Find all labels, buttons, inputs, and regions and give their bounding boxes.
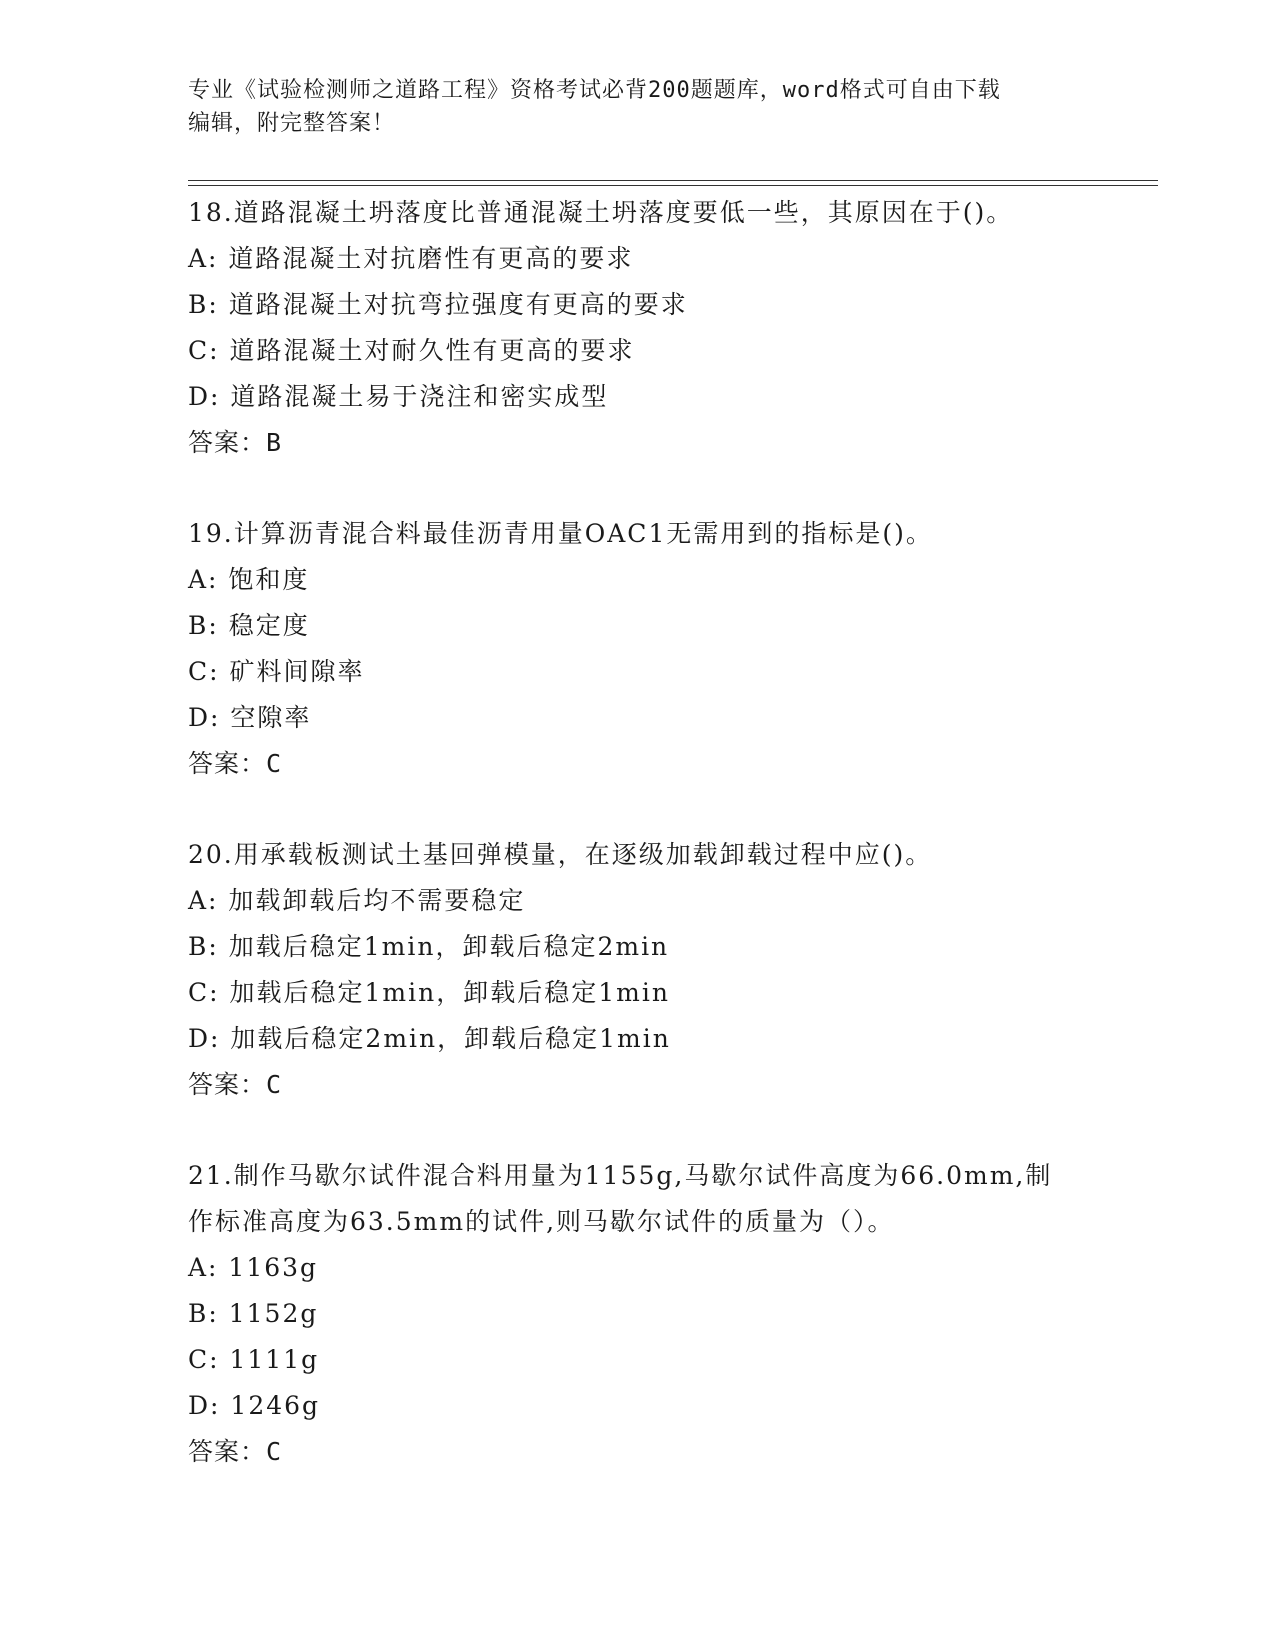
header-line-1: 专业《试验检测师之道路工程》资格考试必背200题题库，word格式可自由下载 — [188, 78, 1001, 103]
header-divider-bottom — [188, 185, 1158, 186]
header-line-2: 编辑，附完整答案！ — [188, 111, 396, 136]
option-b: B: 1152g — [188, 1299, 319, 1328]
option-c: C: 加载后稳定1min，卸载后稳定1min — [188, 978, 670, 1007]
question-list — [188, 190, 1188, 1520]
option-a: A: 饱和度 — [188, 565, 310, 594]
answer-line: 答案：C — [188, 749, 283, 778]
document-header — [188, 74, 1088, 140]
question-stem-line-1: 21.制作马歇尔试件混合料用量为1155g,马歇尔试件高度为66.0mm,制 — [188, 1161, 1053, 1190]
option-d: D: 加载后稳定2min，卸载后稳定1min — [188, 1024, 671, 1053]
question-stem-line-2: 作标准高度为63.5mm的试件,则马歇尔试件的质量为（）。 — [188, 1207, 895, 1236]
answer-line: 答案：B — [188, 428, 283, 457]
option-a: A: 道路混凝土对抗磨性有更高的要求 — [188, 244, 634, 273]
answer-line: 答案：C — [188, 1437, 283, 1466]
option-b: B: 道路混凝土对抗弯拉强度有更高的要求 — [188, 290, 688, 319]
option-c: C: 道路混凝土对耐久性有更高的要求 — [188, 336, 635, 365]
option-d: D: 1246g — [188, 1391, 321, 1420]
question-stem: 20.用承载板测试土基回弹模量，在逐级加载卸载过程中应()。 — [188, 840, 933, 869]
option-c: C: 1111g — [188, 1345, 320, 1374]
question-stem: 18.道路混凝土坍落度比普通混凝土坍落度要低一些，其原因在于()。 — [188, 198, 1014, 227]
answer-line: 答案：C — [188, 1070, 283, 1099]
option-d: D: 道路混凝土易于浇注和密实成型 — [188, 382, 609, 411]
header-divider-top — [188, 180, 1158, 181]
option-a: A: 加载卸载后均不需要稳定 — [188, 886, 526, 915]
question-18 — [188, 190, 1188, 466]
option-b: B: 加载后稳定1min，卸载后稳定2min — [188, 932, 670, 961]
question-20 — [188, 832, 1188, 1108]
question-stem: 19.计算沥青混合料最佳沥青用量OAC1无需用到的指标是()。 — [188, 519, 933, 548]
option-c: C: 矿料间隙率 — [188, 657, 365, 686]
option-a: A: 1163g — [188, 1253, 319, 1282]
option-d: D: 空隙率 — [188, 703, 312, 732]
question-19 — [188, 511, 1188, 787]
option-b: B: 稳定度 — [188, 611, 310, 640]
question-21 — [188, 1153, 1188, 1475]
